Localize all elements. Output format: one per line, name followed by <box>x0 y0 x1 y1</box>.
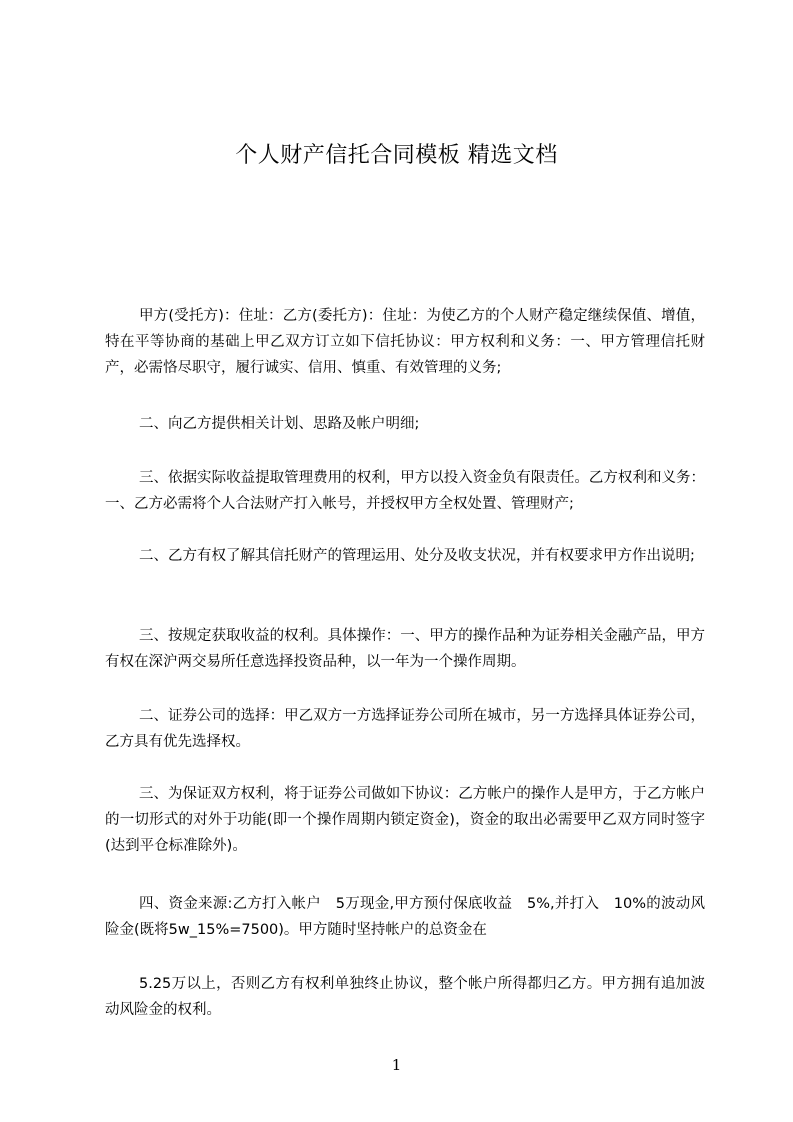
paragraph-fund-source: 四、资金来源:乙方打入帐户 5万现金,甲方预付保底收益 5%,并打入 10%的波动风险金(既将5w_15%=7500)。甲方随时坚持帐户的总资金在 <box>105 895 705 938</box>
paragraph-account-agreement: 三、为保证双方权利，将于证券公司做如下协议：乙方帐户的操作人是甲方，于乙方帐户的一切形式的对外于功能(即一个操作周期内锁定资金)，资金的取出必需要甲乙双方同时签字(达到平仓标准除外)。 <box>105 785 705 854</box>
paragraph-broker-selection: 二、证券公司的选择：甲乙双方一方选择证券公司所在城市，另一方选择具体证券公司，乙方具有优先选择权。 <box>105 707 705 750</box>
paragraph-management-fee: 三、依据实际收益提取管理费用的权利，甲方以投入资金负有限责任。乙方权利和义务：一、乙方必需将个人合法财产打入帐号，并授权甲方全权处置、管理财产; <box>105 469 705 512</box>
paragraph-termination: 5.25万以上，否则乙方有权利单独终止协议，整个帐户所得都归乙方。甲方拥有追加波动风险金的权利。 <box>105 975 705 1018</box>
page-number: 1 <box>391 1056 402 1074</box>
paragraph-operation: 三、按规定获取收益的权利。具体操作：一、甲方的操作品种为证券相关金融产品，甲方有权在深沪两交易所任意选择投资品种，以一年为一个操作周期。 <box>105 627 705 670</box>
document-title: 个人财产信托合同模板 精选文档 <box>235 143 558 168</box>
paragraph-right-to-know: 二、乙方有权了解其信托财产的管理运用、处分及收支状况，并有权要求甲方作出说明; <box>139 547 695 564</box>
paragraph-plan-details: 二、向乙方提供相关计划、思路及帐户明细; <box>139 415 420 432</box>
paragraph-parties: 甲方(受托方)：住址：乙方(委托方)：住址：为使乙方的个人财产稳定继续保值、增值，特在平等协商的基础上甲乙双方订立如下信托协议：甲方权利和义务：一、甲方管理信托财产，必需恪尽职守，履行诚实、信用、慎重、有效管理的义务; <box>105 307 705 376</box>
